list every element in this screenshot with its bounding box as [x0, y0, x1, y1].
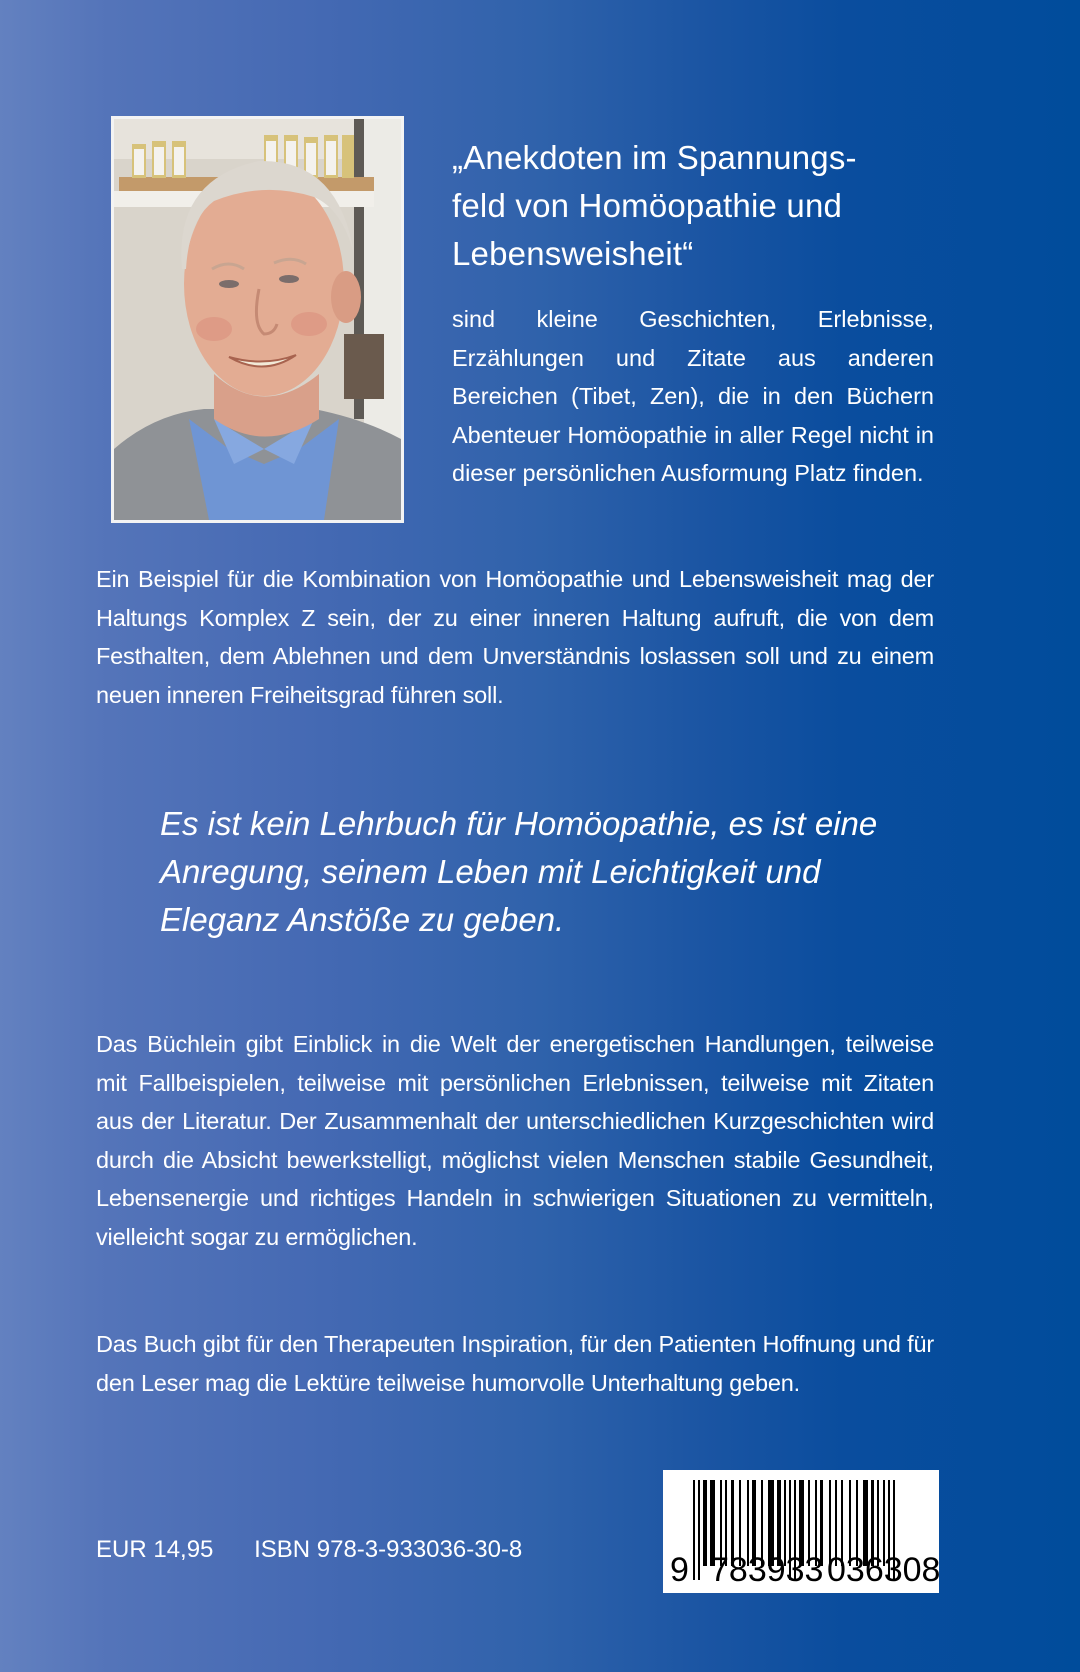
barcode-digit-first: 9	[670, 1551, 689, 1589]
barcode-digits-left: 783933	[710, 1551, 824, 1589]
headline-line-1: „Anekdoten im Spannungs-	[452, 139, 857, 176]
author-photo	[111, 116, 404, 523]
isbn: ISBN 978-3-933036-30-8	[254, 1536, 523, 1563]
headline-line-3: Lebensweisheit“	[452, 235, 694, 272]
pull-quote: Es ist kein Lehrbuch für Homöopathie, es ist eine Anregung, seinem Leben mit Leichtigkeit und Eleganz Anstöße zu geben.	[160, 805, 878, 938]
description-paragraph: Das Büchlein gibt Einblick in die Welt der energetischen Handlungen, teilweise mit Fallbeispielen, teilweise mit persönlichen Erlebnissen, teilweise mit Zitaten aus der Literatur. Der Zusammenhalt der unterschiedlichen Kurzgeschichten wird durch die Absicht bewerkstelligt, möglichst vielen Menschen stabile Gesundheit, Lebensenergie und richtiges Handeln in schwierigen Situationen zu vermitteln, vielleicht sogar zu ermöglichen.	[96, 1031, 934, 1250]
example-paragraph: Ein Beispiel für die Kombination von Homöopathie und Lebensweisheit mag der Haltungs Komplex Z sein, der zu einer inneren Haltung aufruft, die von dem Festhalten, dem Ablehnen und dem Unverständnis loslassen soll und zu einem neuen inneren Freiheitsgrad führen soll.	[96, 566, 934, 708]
isbn-barcode	[663, 1470, 939, 1593]
headline-line-2: feld von Homöopathie und	[452, 187, 843, 224]
barcode-digits-right: 036308	[827, 1551, 941, 1589]
author-portrait-image	[114, 119, 401, 520]
price: EUR 14,95	[96, 1536, 214, 1563]
intro-paragraph: sind kleine Geschichten, Erlebnisse, Erzählungen und Zitate aus anderen Bereichen (Tibet, Zen), die in den Büchern Abenteuer Homöopathie in aller Regel nicht in dieser persönlichen Ausformung Platz finden.	[452, 306, 934, 486]
price-isbn-line	[96, 1534, 522, 1566]
headline	[452, 134, 972, 278]
audience-paragraph: Das Buch gibt für den Therapeuten Inspiration, für den Patienten Hoffnung und für den Leser mag die Lektüre teilweise humorvolle Unterhaltung geben.	[96, 1331, 934, 1396]
